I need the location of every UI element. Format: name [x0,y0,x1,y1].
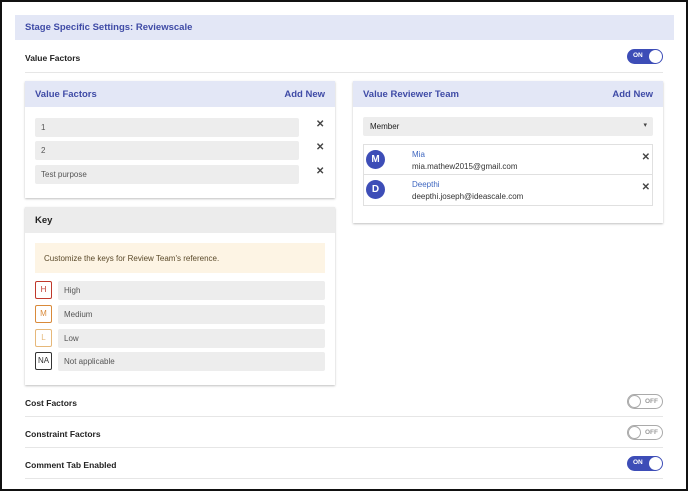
add-value-factor-link[interactable]: Add New [284,89,325,100]
toggle-knob [649,50,662,63]
key-label-input[interactable] [58,305,325,324]
reviewer-role-select[interactable] [363,117,653,136]
reviewer-team-panel-title: Value Reviewer Team [363,89,459,100]
member-row [364,145,652,175]
toggle-state-text: ON [633,52,643,59]
value-factors-toggle[interactable] [627,49,663,64]
toggle-state-text: ON [633,459,643,466]
key-badge-low[interactable]: L [35,329,52,347]
remove-value-factor-icon[interactable]: ✕ [316,119,325,130]
key-panel-title: Key [35,215,53,226]
reviewer-team-panel-header [353,81,663,107]
value-factor-input-text: Test purpose [41,170,87,179]
value-factor-input[interactable] [35,118,299,137]
key-label-text: Medium [64,310,93,319]
cost-factors-row [25,387,663,417]
remove-value-factor-icon[interactable]: ✕ [316,166,325,177]
member-list [363,144,653,206]
settings-container [15,15,674,485]
reviewer-team-panel [353,81,663,223]
key-label-input[interactable] [58,281,325,300]
add-reviewer-link[interactable]: Add New [612,89,653,100]
value-factors-panel-header [25,81,335,107]
key-label-input[interactable] [58,329,325,348]
constraint-factors-row [25,418,663,448]
member-name-link[interactable]: Mia [412,150,425,159]
key-badge-high[interactable]: H [35,281,52,299]
chevron-down-icon: ▾ [643,122,647,129]
member-email: deepthi.joseph@ideascale.com [412,192,524,201]
toggle-state-text: OFF [645,398,658,405]
value-factors-row [25,43,663,73]
comment-tab-row [25,449,663,479]
member-email: mia.mathew2015@gmail.com [412,162,518,171]
remove-member-icon[interactable]: ✕ [641,182,650,193]
value-factor-input[interactable] [35,165,299,184]
toggle-knob [628,395,641,408]
value-factors-panel-title: Value Factors [35,89,97,100]
key-badge-medium[interactable]: M [35,305,52,323]
cost-factors-toggle[interactable] [627,394,663,409]
constraint-factors-toggle[interactable] [627,425,663,440]
value-factor-input-text: 2 [41,146,46,155]
toggle-knob [628,426,641,439]
value-factor-input-text: 1 [41,123,46,132]
key-badge-not-applicable[interactable]: NA [35,352,52,370]
key-notice [35,243,325,273]
avatar: D [366,180,385,199]
remove-member-icon[interactable]: ✕ [641,152,650,163]
cost-factors-label: Cost Factors [25,398,77,408]
stage-settings-title: Stage Specific Settings: Reviewscale [25,22,193,33]
value-factors-panel [25,81,335,198]
toggle-knob [649,457,662,470]
avatar: M [366,150,385,169]
key-panel-header [25,207,335,233]
key-label-text: Low [64,334,79,343]
key-label-input[interactable] [58,352,325,371]
comment-tab-toggle[interactable] [627,456,663,471]
key-label-text: Not applicable [64,357,115,366]
value-factor-input[interactable] [35,141,299,160]
toggle-state-text: OFF [645,429,658,436]
key-notice-text: Customize the keys for Review Team's reference. [44,254,220,263]
member-row [364,175,652,205]
stage-settings-header [15,15,674,40]
reviewer-role-value: Member [370,122,400,131]
constraint-factors-label: Constraint Factors [25,429,101,439]
member-name-link[interactable]: Deepthi [412,180,440,189]
value-factors-label: Value Factors [25,53,81,63]
key-label-text: High [64,286,81,295]
remove-value-factor-icon[interactable]: ✕ [316,142,325,153]
comment-tab-label: Comment Tab Enabled [25,460,117,470]
key-panel [25,207,335,385]
